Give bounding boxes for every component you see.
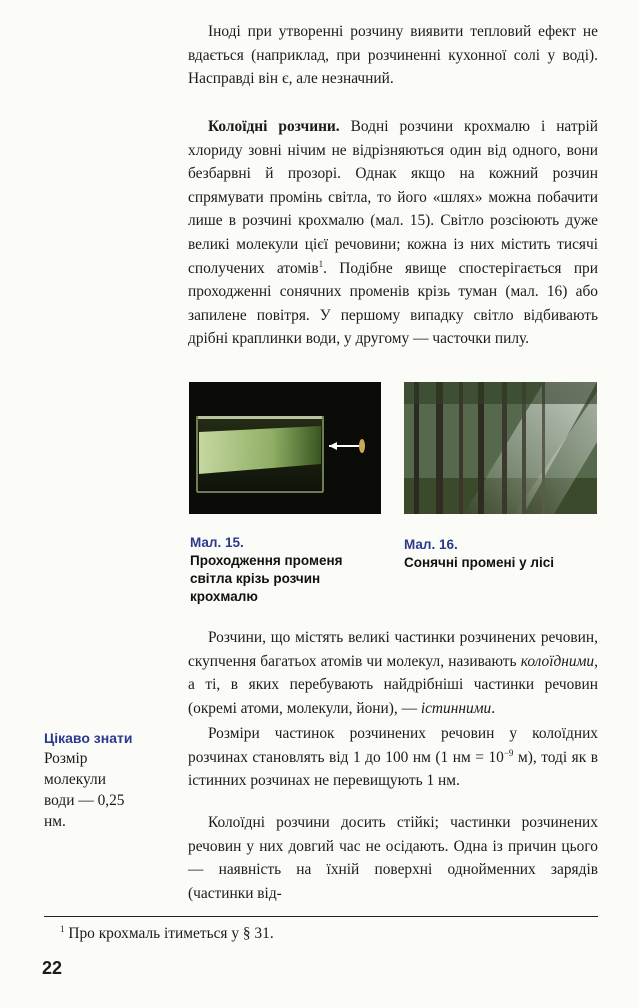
- figure-16-number: Мал. 16.: [404, 537, 458, 552]
- term-colloidal-solutions: Колоїдні розчини.: [208, 118, 340, 135]
- footnote-divider: [44, 916, 598, 917]
- sidenote-interesting-fact: [44, 728, 174, 832]
- paragraph-stability: Колоїдні розчини досить стійкі; частинки розчинених речовин у них довгий час не осідають. Одна із причин цього — наявність на їхній поверхні однойменних зарядів (частинки від-: [188, 814, 598, 902]
- figure-15-caption: [190, 534, 370, 606]
- term-colloidal: колоїдними: [520, 652, 595, 670]
- figure-15-starch-solution-photo: [189, 382, 381, 514]
- footnote-marker: 1: [318, 258, 324, 269]
- paragraph-colloidal-solutions: [188, 115, 598, 351]
- footnote: [60, 924, 274, 944]
- paragraph-text: . Подібне явище спостерігається при проходженні сонячних променів крізь туман (мал. 16) або запилене повітря. У першому випадку світло відбивають дрібні краплинки води, у другому — часточки пилу.: [188, 259, 598, 348]
- figure-15-caption-text: Проходження променя світла крізь розчин крохмалю: [190, 553, 343, 604]
- figure-16-caption-text: Сонячні промені у лісі: [404, 555, 554, 570]
- paragraph-text: м), тоді як в істинних розчинах не перевищують 1 нм.: [188, 748, 598, 790]
- footnote-text: Про крохмаль ітиметься у § 31.: [64, 925, 274, 942]
- paragraph-text: Розміри частинок розчинених речовин у колоїдних розчинах становлять від 1 до 100 нм (1 нм = 10: [188, 725, 598, 766]
- term-true-solutions: істинними: [420, 699, 492, 717]
- figure-16-forest-sunrays-photo: [404, 382, 597, 514]
- paragraph-text: .: [491, 699, 496, 717]
- sidenote-text: Розмір молекули води — 0,25 нм.: [44, 750, 125, 830]
- footnote-mark: 1: [60, 923, 65, 934]
- exponent: −9: [503, 747, 514, 758]
- sidenote-title: Цікаво знати: [44, 730, 133, 746]
- paragraph-text: Розчини, що містять великі частинки розчинених речовин, скупчення багатьох атомів чи молекул, називають: [188, 629, 598, 670]
- paragraph-text: Водні розчини крохмалю і натрій хлориду зовні нічим не відрізняються один від одного, вони безбарвні й прозорі. Однак якщо на кожний розчин спрямувати промінь світла, то його «шлях» можна побачити лише в розчині крохмалю (мал. 15). Світло розсіюють дуже великі молекули цієї речовини; кожна із них містить тисячі сполучених атомів: [188, 118, 598, 277]
- page-number: 22: [42, 958, 63, 978]
- paragraph-heat-effect: Іноді при утворенні розчину виявити тепловий ефект не вдається (наприклад, при розчиненні кухонної солі у воді). Насправді він є, але незначний.: [188, 23, 598, 88]
- paragraph-text: , а ті, в яких перебувають найдрібніші частинки речовин (окремі атоми, молекули, йони), —: [188, 652, 598, 717]
- paragraph-particle-sizes: [188, 722, 598, 793]
- paragraph-definitions: [188, 626, 598, 720]
- figure-16-caption: [404, 536, 584, 572]
- figure-15-number: Мал. 15.: [190, 535, 244, 550]
